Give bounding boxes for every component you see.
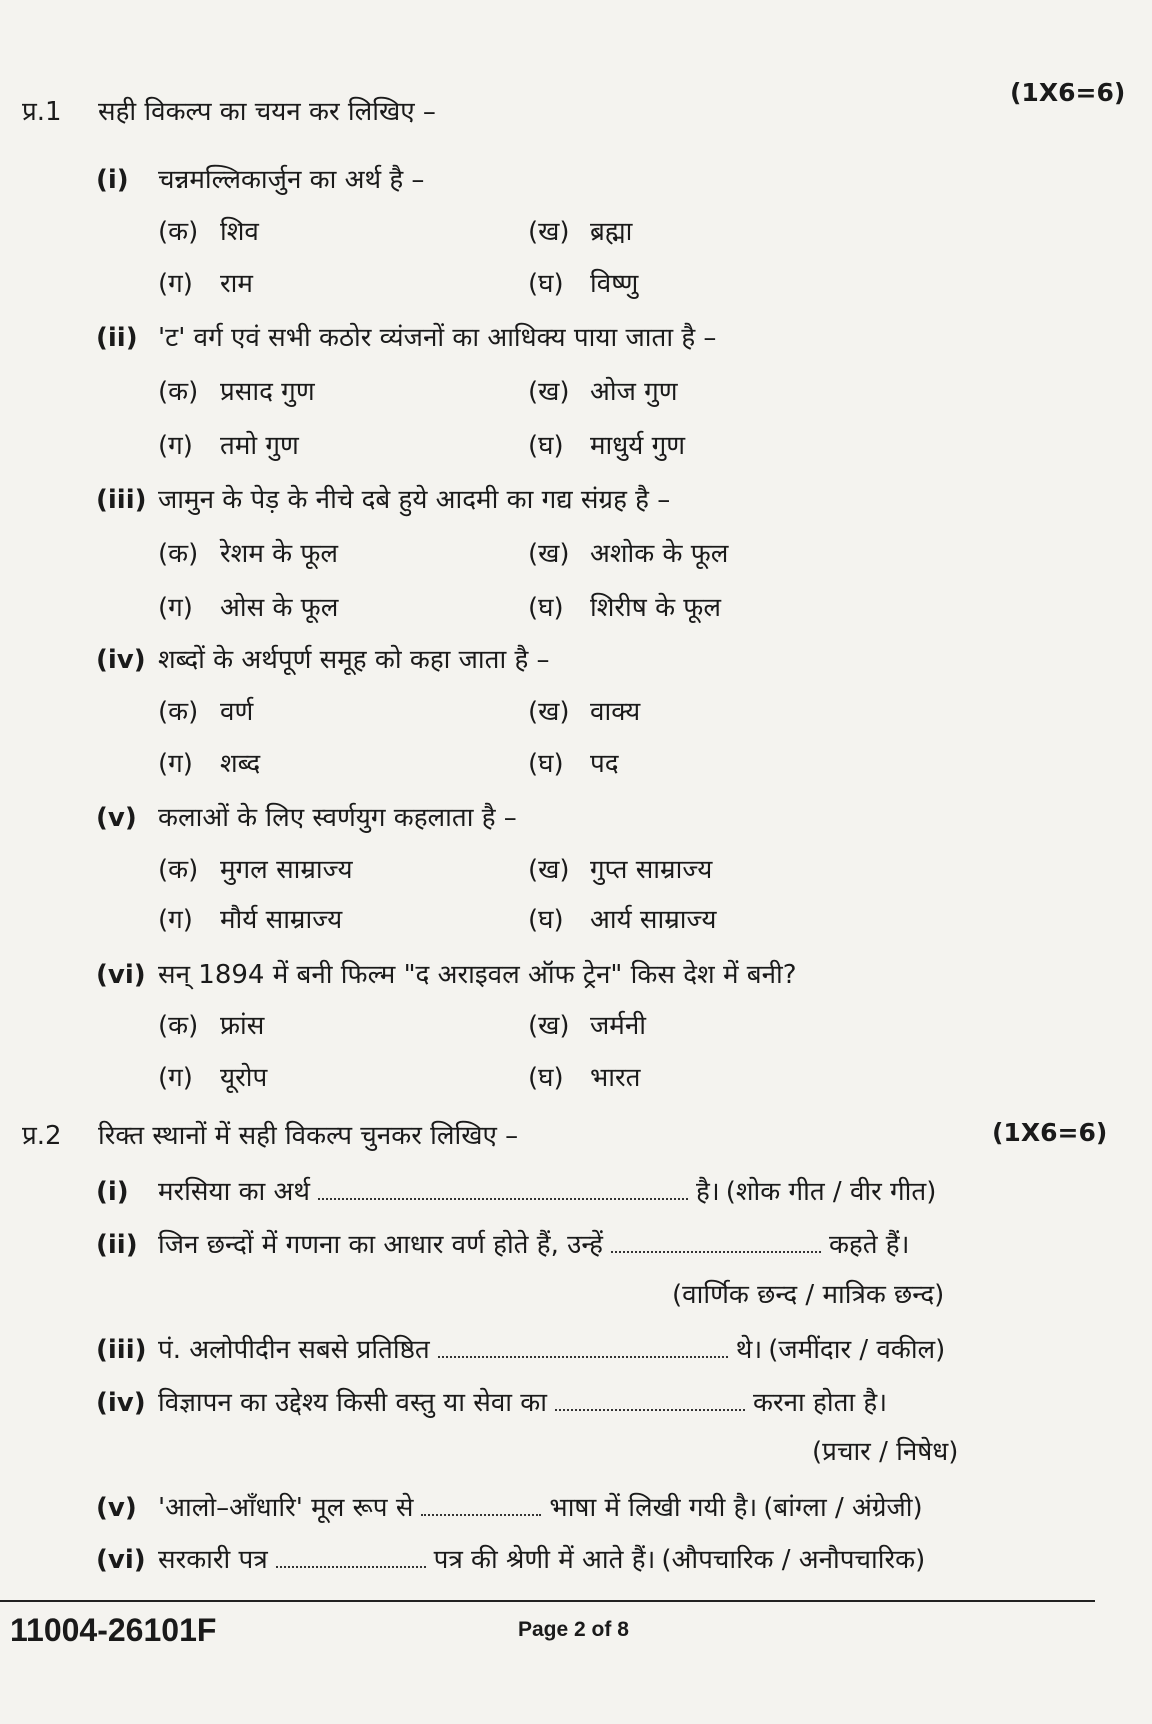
- q2-heading: [22, 1116, 518, 1152]
- page-number: Page 2 of 8: [518, 1618, 629, 1641]
- paper-code: 11004-26101F: [10, 1612, 217, 1648]
- q2-item-3: (iii) पं. अलोपीदीन सबसे प्रतिष्ठित थे। (जमींदार / वकील): [96, 1330, 945, 1366]
- q2-2-choices: (वार्णिक छन्द / मात्रिक छन्द): [672, 1280, 945, 1310]
- fill-blank[interactable]: [438, 1336, 728, 1358]
- item-text: पं. अलोपीदीन सबसे प्रतिष्ठित: [158, 1335, 430, 1365]
- choices: (जमींदार / वकील): [768, 1335, 946, 1365]
- q2-text: रिक्त स्थानों में सही विकल्प चुनकर लिखिए –: [98, 1121, 519, 1151]
- item-number: (v): [96, 1493, 137, 1523]
- q2-item-5: (v) 'आलो–आँधारि' मूल रूप से भाषा में लिखी गयी है। (बांग्ला / अंग्रेजी): [96, 1488, 923, 1524]
- q1-3-option-kha: (ख) अशोक के फूल: [528, 539, 729, 569]
- item-text: कलाओं के लिए स्वर्णयुग कहलाता है –: [158, 803, 517, 833]
- item-number: (iv): [96, 1388, 146, 1418]
- item-number: (i): [96, 165, 129, 195]
- q1-item-2: [96, 318, 716, 354]
- item-number: (vi): [96, 960, 146, 990]
- item-text: चन्नमल्लिकार्जुन का अर्थ है –: [158, 165, 425, 195]
- q1-1-option-gha: (घ) विष्णु: [528, 269, 639, 299]
- item-text: विज्ञापन का उद्देश्य किसी वस्तु या सेवा का: [158, 1388, 547, 1418]
- q1-item-3: [96, 480, 670, 516]
- q2-number: प्र.2: [22, 1121, 62, 1151]
- item-text: 'ट' वर्ग एवं सभी कठोर व्यंजनों का आधिक्य पाया जाता है –: [158, 323, 717, 353]
- item-text: सन् 1894 में बनी फिल्म "द अराइवल ऑफ ट्रेन" किस देश में बनी?: [158, 960, 797, 990]
- item-text: मरसिया का अर्थ: [158, 1177, 311, 1207]
- q1-heading: [22, 92, 436, 128]
- item-number: (iii): [96, 485, 147, 515]
- q2-item-6: (vi) सरकारी पत्र पत्र की श्रेणी में आते हैं। (औपचारिक / अनौपचारिक): [96, 1540, 925, 1576]
- q2-item-4: (iv) विज्ञापन का उद्देश्य किसी वस्तु या सेवा का करना होता है।: [96, 1383, 887, 1419]
- q1-number: प्र.1: [22, 97, 62, 127]
- q2-item-2: (ii) जिन छन्दों में गणना का आधार वर्ण होते हैं, उन्हें कहते हैं।: [96, 1225, 909, 1261]
- choices: (बांग्ला / अंग्रेजी): [763, 1493, 923, 1523]
- item-number: (ii): [96, 1230, 138, 1260]
- q1-3-option-ga: (ग) ओस के फूल: [158, 593, 339, 623]
- q1-item-5: [96, 798, 517, 834]
- item-text: जामुन के पेड़ के नीचे दबे हुये आदमी का गद्य संग्रह है –: [158, 485, 671, 515]
- q1-5-option-kha: (ख) गुप्त साम्राज्य: [528, 855, 713, 885]
- item-text: सरकारी पत्र: [158, 1545, 268, 1575]
- fill-blank[interactable]: [611, 1231, 821, 1253]
- q1-5-option-gha: (घ) आर्य साम्राज्य: [528, 905, 717, 935]
- q1-1-option-ga: (ग) राम: [158, 269, 253, 299]
- item-text: 'आलो–आँधारि' मूल रूप से: [158, 1493, 414, 1523]
- item-number: (iv): [96, 645, 146, 675]
- q1-marks: (1X6=6): [1010, 78, 1126, 107]
- item-number: (i): [96, 1177, 129, 1207]
- q1-item-1: [96, 160, 424, 196]
- item-number: (ii): [96, 323, 138, 353]
- q2-4-choices: (प्रचार / निषेध): [812, 1437, 959, 1467]
- q1-3-option-ka: (क) रेशम के फूल: [158, 539, 339, 569]
- fill-blank[interactable]: [276, 1546, 426, 1568]
- q1-text: सही विकल्प का चयन कर लिखिए –: [98, 97, 436, 127]
- item-text: शब्दों के अर्थपूर्ण समूह को कहा जाता है –: [158, 645, 550, 675]
- q1-4-option-ka: (क) वर्ण: [158, 697, 254, 727]
- q1-5-option-ka: (क) मुगल साम्राज्य: [158, 855, 353, 885]
- q1-6-option-kha: (ख) जर्मनी: [528, 1011, 647, 1041]
- q1-1-option-kha: (ख) ब्रह्मा: [528, 217, 633, 247]
- choices: (औपचारिक / अनौपचारिक): [661, 1545, 926, 1575]
- item-number: (vi): [96, 1545, 146, 1575]
- fill-blank[interactable]: [421, 1494, 541, 1516]
- fill-blank[interactable]: [555, 1389, 745, 1411]
- q1-3-option-gha: (घ) शिरीष के फूल: [528, 593, 721, 623]
- q1-6-option-ka: (क) फ्रांस: [158, 1011, 265, 1041]
- q1-item-4: [96, 640, 550, 676]
- q1-4-option-ga: (ग) शब्द: [158, 749, 261, 779]
- q2-marks: (1X6=6): [992, 1118, 1108, 1147]
- choices: (शोक गीत / वीर गीत): [725, 1177, 937, 1207]
- q1-6-option-gha: (घ) भारत: [528, 1063, 641, 1093]
- item-number: (v): [96, 803, 137, 833]
- q1-2-option-kha: (ख) ओज गुण: [528, 377, 678, 407]
- item-number: (iii): [96, 1335, 147, 1365]
- q1-2-option-gha: (घ) माधुर्य गुण: [528, 431, 686, 461]
- q1-2-option-ka: (क) प्रसाद गुण: [158, 377, 315, 407]
- footer-divider: [0, 1600, 1095, 1602]
- q1-1-option-ka: (क) शिव: [158, 217, 259, 247]
- q1-2-option-ga: (ग) तमो गुण: [158, 431, 299, 461]
- q1-4-option-gha: (घ) पद: [528, 749, 619, 779]
- q1-5-option-ga: (ग) मौर्य साम्राज्य: [158, 905, 343, 935]
- q1-item-6: [96, 955, 797, 991]
- q2-item-1: (i) मरसिया का अर्थ है। (शोक गीत / वीर गीत): [96, 1172, 936, 1208]
- fill-blank[interactable]: [318, 1178, 688, 1200]
- item-text: जिन छन्दों में गणना का आधार वर्ण होते हैं, उन्हें: [158, 1230, 603, 1260]
- q1-6-option-ga: (ग) यूरोप: [158, 1063, 268, 1093]
- q1-4-option-kha: (ख) वाक्य: [528, 697, 641, 727]
